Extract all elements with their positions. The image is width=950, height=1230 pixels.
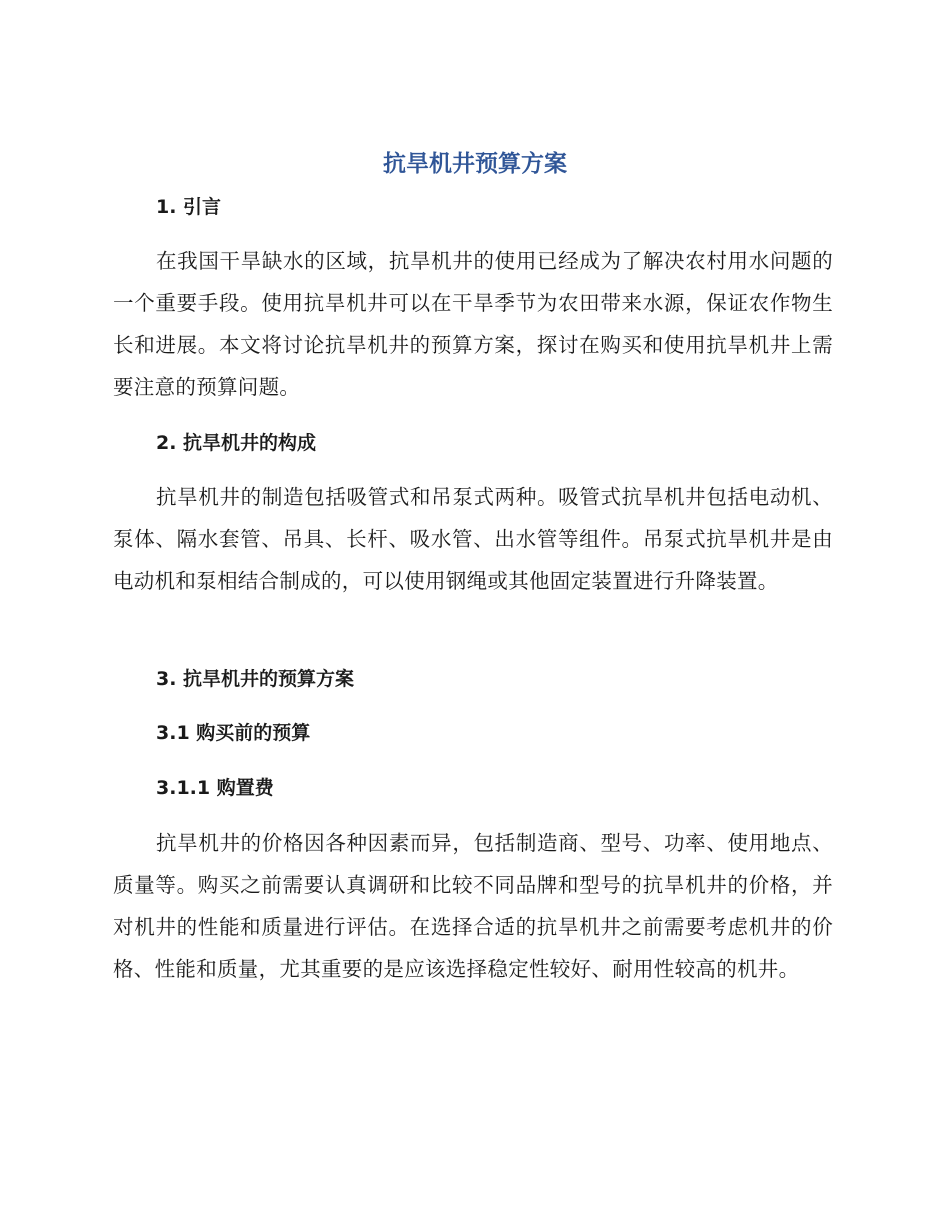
section-paragraph-purchase-cost: 抗旱机井的价格因各种因素而异，包括制造商、型号、功率、使用地点、质量等。购买之前需要认真调研和比较不同品牌和型号的抗旱机井的价格，并对机井的性能和质量进行评估。在选择合适的抗旱机井之前需要考虑机井的价格、性能和质量，尤其重要的是应该选择稳定性较好、耐用性较高的机井。 — [113, 831, 833, 981]
section-heading-pre-purchase: 3.1 购买前的预算 — [156, 722, 311, 744]
section-heading-purchase-cost: 3.1.1 购置费 — [156, 777, 274, 799]
section-heading-intro: 1. 引言 — [156, 196, 222, 218]
section-paragraph-intro: 在我国干旱缺水的区域，抗旱机井的使用已经成为了解决农村用水问题的一个重要手段。使用抗旱机井可以在干旱季节为农田带来水源，保证农作物生长和进展。本文将讨论抗旱机井的预算方案，探讨在购买和使用抗旱机井上需要注意的预算问题。 — [113, 249, 833, 399]
document-title: 抗旱机井预算方案 — [383, 151, 567, 177]
section-heading-composition: 2. 抗旱机井的构成 — [156, 432, 317, 454]
section-paragraph-composition: 抗旱机井的制造包括吸管式和吊泵式两种。吸管式抗旱机井包括电动机、泵体、隔水套管、吊具、长杆、吸水管、出水管等组件。吊泵式抗旱机井是由电动机和泵相结合制成的，可以使用钢绳或其他固定装置进行升降装置。 — [113, 485, 833, 593]
section-heading-budget-plan: 3. 抗旱机井的预算方案 — [156, 668, 355, 690]
